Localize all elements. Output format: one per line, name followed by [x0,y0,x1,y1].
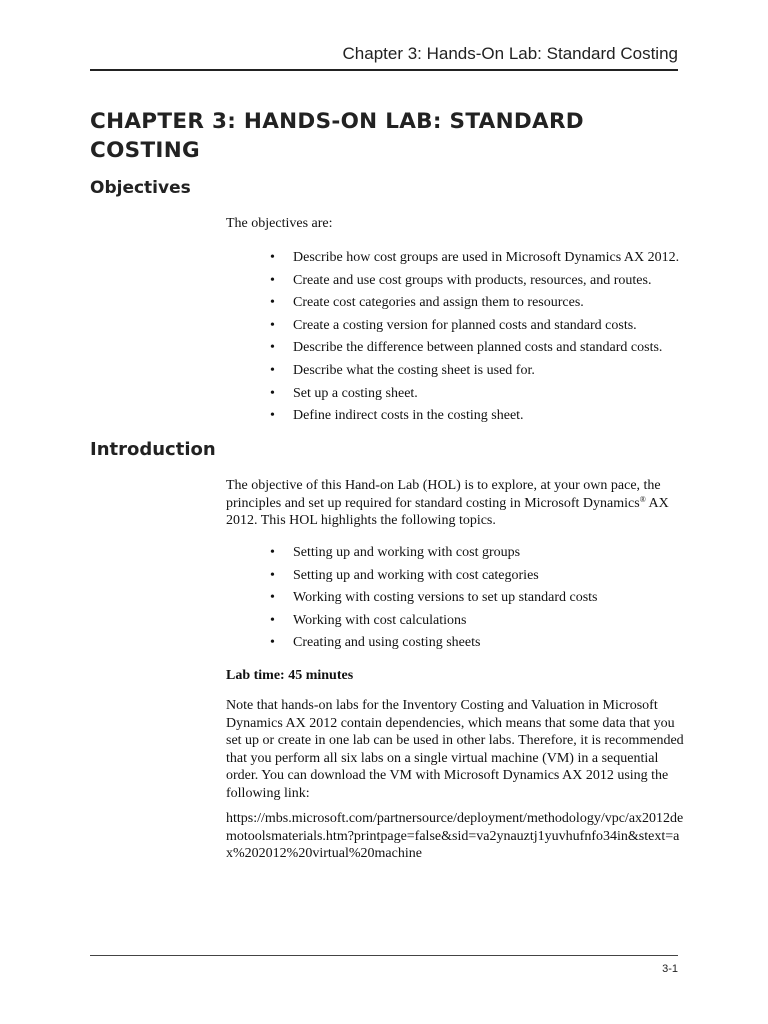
footer-rule [90,955,678,956]
list-item: • Define indirect costs in the costing sheet. [270,408,524,424]
list-item: • Working with cost calculations [270,612,467,628]
page-number: 3-1 [662,963,678,975]
bullet-icon: • [270,635,275,651]
note-paragraph: Note that hands-on labs for the Inventory Costing and Valuation in Microsoft Dynamics AX 2012 contain dependencies, which means that some data that you set up or create in one lab can be used in other labs. Therefore, it is recommended that you perform all six labs on a single virtual machine (VM) in a sequential order. You can download the VM with Microsoft Dynamics AX 2012 using the following link: [226,698,684,801]
list-item: • Creating and using costing sheets [270,635,481,651]
bullet-icon: • [270,567,275,583]
list-item: • Describe how cost groups are used in Microsoft Dynamics AX 2012. [270,250,680,265]
link-line: motoolsmaterials.htm?printpage=false&sid=va2ynauztj1yuvhufnfo34in&stext=a [226,828,680,844]
bullet-icon: • [270,612,275,628]
bullet-icon: • [270,590,275,606]
objectives-intro: The objectives are: [226,216,333,231]
lab-time: Lab time: 45 minutes [226,668,354,683]
link-line: https://mbs.microsoft.com/partnersource/deployment/methodology/vpc/ax2012de [226,811,684,826]
list-item: • Create a costing version for planned costs and standard costs. [270,317,637,333]
bullet-icon: • [270,295,275,311]
bullet-icon: • [270,408,275,424]
list-item: • Setting up and working with cost categories [270,567,539,583]
bullet-icon: • [270,362,275,378]
bullet-icon: • [270,317,275,333]
list-item: • Describe what the costing sheet is used for. [270,362,535,378]
introduction-heading: Introduction [90,439,216,460]
chapter-title: CHAPTER 3: HANDS-ON LAB: STANDARD COSTING [90,109,584,163]
objectives-list [226,249,686,430]
list-item: • Setting up and working with cost groups [270,545,521,560]
bullet-icon: • [270,340,275,356]
bullet-icon: • [270,272,275,288]
introduction-paragraph: The objective of this Hand-on Lab (HOL) is to explore, at your own pace, the principles and set up required for standard costing in Microsoft Dynamics® AX 2012. This HOL highlights the following topics. [226,478,669,528]
list-item: • Describe the difference between planned costs and standard costs. [270,340,663,356]
vm-download-link[interactable] [226,810,686,863]
objectives-heading: Objectives [90,178,191,198]
list-item: • Create cost categories and assign them to resources. [270,295,584,311]
link-line: x%202012%20virtual%20machine [226,846,422,861]
bullet-icon: • [270,250,275,265]
topics-list [226,544,686,657]
list-item: • Set up a costing sheet. [270,385,418,401]
list-item: • Working with costing versions to set up standard costs [270,590,598,606]
list-item: • Create and use cost groups with products, resources, and routes. [270,272,652,288]
bullet-icon: • [270,385,275,401]
running-header: Chapter 3: Hands-On Lab: Standard Costing [342,44,678,63]
header-rule [90,69,678,71]
bullet-icon: • [270,545,275,560]
